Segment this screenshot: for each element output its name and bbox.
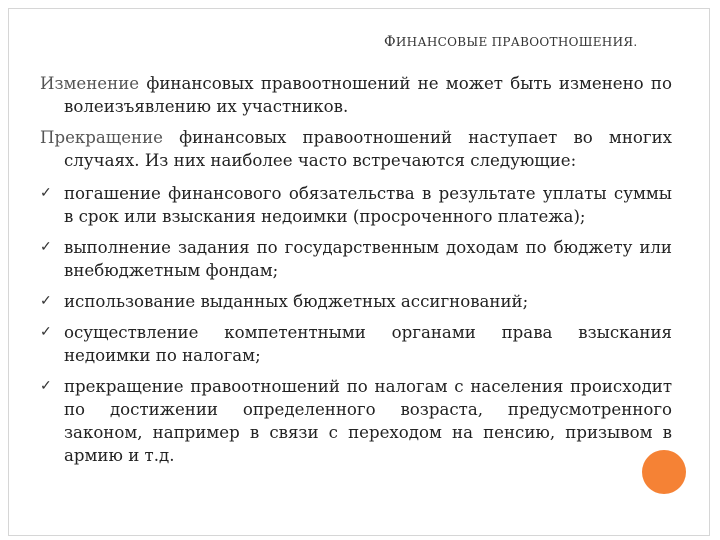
check-icon: ✓ <box>40 324 52 340</box>
list-item <box>40 290 672 313</box>
list-item <box>40 182 672 228</box>
list-item-text: использование выданных бюджетных ассигнований; <box>64 292 529 311</box>
list-item-text: осуществление компетентными органами права взыскания недоимки по налогам; <box>64 323 672 365</box>
termination-list <box>40 182 672 467</box>
paragraph-termination-text: финансовых правоотношений наступает во многих случаях. Из них наиболее часто встречаются следующие: <box>64 128 672 170</box>
paragraph-change-text: финансовых правоотношений не может быть изменено по волеизъявлению их участников. <box>64 74 672 116</box>
slide-title-initial: Ф <box>384 34 396 50</box>
paragraph-termination-lead: Прекращение <box>40 128 163 147</box>
slide-title-rest: ИНАНСОВЫЕ ПРАВООТНОШЕНИЯ. <box>395 35 638 49</box>
check-icon: ✓ <box>40 378 52 394</box>
accent-circle <box>642 450 686 494</box>
check-icon: ✓ <box>40 239 52 255</box>
list-item-text: выполнение задания по государственным доходам по бюджету или внебюджетным фондам; <box>64 238 672 280</box>
slide-title <box>384 34 637 50</box>
list-item-text: прекращение правоотношений по налогам с населения происходит по достижении определенного возраста, предусмотренного законом, например в связи с переходом на пенсию, призывом в армию и т.д. <box>64 377 672 465</box>
slide-content <box>40 72 672 475</box>
list-item <box>40 236 672 282</box>
list-item <box>40 321 672 367</box>
list-item <box>40 375 672 467</box>
paragraph-termination <box>40 126 672 172</box>
list-item-text: погашение финансового обязательства в результате уплаты суммы в срок или взыскания недоимки (просроченного платежа); <box>64 184 672 226</box>
paragraph-change-lead: Изменение <box>40 74 140 93</box>
check-icon: ✓ <box>40 293 52 309</box>
check-icon: ✓ <box>40 185 52 201</box>
paragraph-change <box>40 72 672 118</box>
